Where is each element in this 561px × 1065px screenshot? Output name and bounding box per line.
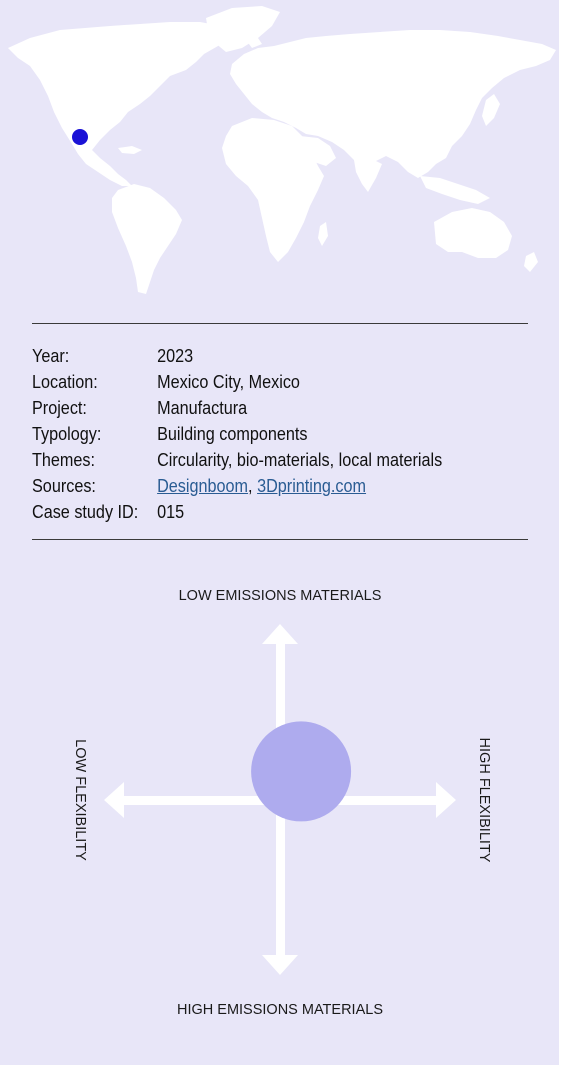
new-zealand bbox=[524, 252, 538, 272]
arrow-up-icon bbox=[262, 624, 298, 644]
arrow-right-icon bbox=[436, 782, 456, 818]
australia bbox=[434, 208, 512, 258]
continents bbox=[8, 6, 556, 294]
southeast-asia-islands bbox=[420, 176, 490, 204]
detail-key: Themes: bbox=[32, 450, 96, 470]
bottom-divider bbox=[32, 539, 528, 540]
arrow-down-icon bbox=[262, 955, 298, 975]
madagascar bbox=[318, 222, 328, 246]
axis-label-left: LOW FLEXIBILITY bbox=[72, 739, 88, 861]
caribbean bbox=[118, 146, 142, 154]
arrow-left-icon bbox=[104, 782, 124, 818]
detail-value: Circularity, bio-materials, local materials bbox=[157, 450, 443, 470]
source-link-3dprinting[interactable]: 3Dprinting.com bbox=[257, 476, 367, 496]
axis-label-top: LOW EMISSIONS MATERIALS bbox=[178, 588, 382, 604]
north-america bbox=[8, 22, 230, 186]
detail-row-typology bbox=[32, 421, 482, 447]
detail-key: Case study ID: bbox=[32, 502, 139, 522]
detail-row-project bbox=[32, 395, 482, 421]
top-divider bbox=[32, 323, 528, 324]
detail-row-location bbox=[32, 369, 482, 395]
detail-row-sources bbox=[32, 473, 482, 499]
detail-key: Year: bbox=[32, 346, 70, 366]
case-study-details bbox=[32, 343, 532, 525]
detail-value: Building components bbox=[157, 424, 308, 444]
detail-value: Mexico City, Mexico bbox=[157, 372, 300, 392]
axis-label-bottom: HIGH EMISSIONS MATERIALS bbox=[177, 1002, 383, 1018]
world-map bbox=[0, 0, 561, 300]
south-america bbox=[112, 184, 182, 294]
source-link-designboom[interactable]: Designboom bbox=[157, 476, 249, 496]
quadrant-diagram bbox=[0, 560, 561, 1065]
detail-value: 015 bbox=[157, 502, 185, 522]
detail-key: Typology: bbox=[32, 424, 102, 444]
detail-row-case-study-id bbox=[32, 499, 482, 525]
detail-value: Manufactura bbox=[157, 398, 248, 418]
detail-row-year bbox=[32, 343, 482, 369]
detail-value bbox=[157, 473, 366, 499]
detail-key: Location: bbox=[32, 372, 98, 392]
detail-key: Sources: bbox=[32, 476, 96, 496]
detail-key: Project: bbox=[32, 398, 87, 418]
detail-row-themes bbox=[32, 447, 482, 473]
axis-label-right: HIGH FLEXIBILITY bbox=[476, 737, 492, 863]
india bbox=[354, 158, 382, 192]
japan bbox=[482, 94, 500, 126]
detail-value: 2023 bbox=[157, 346, 194, 366]
quadrant-position-marker[interactable] bbox=[251, 721, 351, 821]
source-separator: , bbox=[248, 476, 253, 496]
location-marker[interactable] bbox=[72, 129, 88, 145]
